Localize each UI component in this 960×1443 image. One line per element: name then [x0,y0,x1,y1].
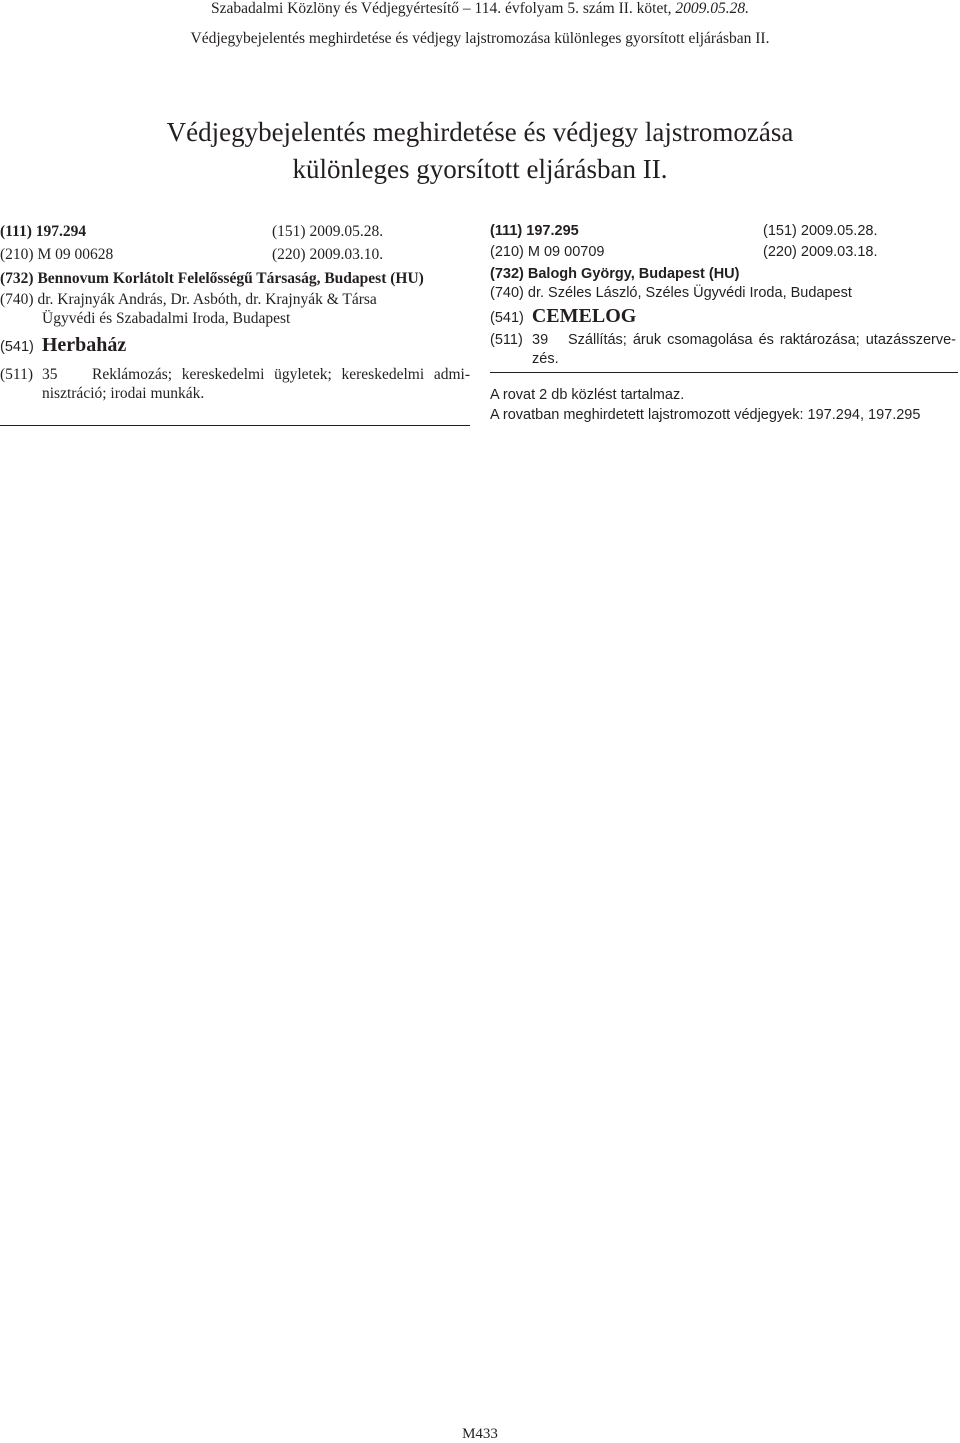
journal-issue: 114. évfolyam 5. szám II. kötet, [474,0,672,17]
goods-text-line-1: Reklámozás; kereskedelmi ügyletek; kereskedelmi admi- [92,366,470,383]
entry-divider-right [490,372,958,373]
section-summary [490,385,958,425]
trademark-entry-197295 [490,222,958,369]
section-title [0,114,960,188]
nice-class: 39 [532,332,549,348]
section-title-line-1: Védjegybejelentés meghirdetése és védjegy lajstromozása [166,117,794,147]
trademark-mark [0,334,470,357]
holder: (732) Balogh György, Budapest (HU) [490,266,740,282]
running-header-line-1 [0,0,960,18]
running-header-line-2: Védjegybejelentés meghirdetése és védjegy lajstromozása különleges gyorsított eljárásban II. [190,30,770,47]
journal-date: 2009.05.28. [675,0,750,17]
representative-line-1: (740) dr. Széles László, Széles Ügyvédi Iroda, Budapest [490,285,852,301]
application-number: (210) M 09 00628 [0,246,114,263]
entry-row-210-220 [490,243,958,264]
trademark-mark [490,305,958,328]
registration-number: (111) 197.294 [0,223,87,240]
goods-services [0,365,470,403]
goods-services [490,331,956,369]
filing-date: (220) 2009.03.18. [763,244,878,260]
mark-code: (541) [490,310,524,326]
mark-name: CEMELOG [531,305,637,327]
goods-text-line-2: nisztráció; irodai munkák. [42,385,205,402]
application-number: (210) M 09 00709 [490,244,605,260]
entry-divider-left [0,425,470,426]
representative-line-2: Ügyvédi és Szabadalmi Iroda, Budapest [42,310,291,327]
nice-class: 35 [42,366,58,383]
entry-row-210-220 [0,245,470,266]
goods-text-line-1: Szállítás; áruk csomagolása és raktározása; utazásszerve- [568,332,956,348]
summary-list: A rovatban meghirdetett lajstromozott védjegyek: 197.294, 197.295 [490,407,921,423]
holder: (732) Bennovum Korlátolt Felelősségű Társaság, Budapest (HU) [0,270,424,287]
summary-count: A rovat 2 db közlést tartalmaz. [490,387,685,403]
journal-name: Szabadalmi Közlöny és Védjegyértesítő [210,0,460,17]
header-dash: – [462,0,471,17]
section-title-line-2: különleges gyorsított eljárásban II. [292,154,668,184]
goods-text-line-2: zés. [532,351,559,367]
mark-code: (541) [0,339,34,355]
filing-date: (220) 2009.03.10. [272,246,384,263]
goods-code: (511) [0,366,33,383]
mark-name: Herbaház [41,334,127,356]
representative-line-1: (740) dr. Krajnyák András, Dr. Asbóth, dr. Krajnyák & Társa [0,291,377,308]
registration-date: (151) 2009.05.28. [272,223,384,240]
trademark-entry-197294 [0,222,470,403]
entry-row-111-151 [490,222,958,243]
goods-code: (511) [490,332,523,348]
entry-row-111-151 [0,222,470,243]
registration-date: (151) 2009.05.28. [763,223,878,239]
page-number: M433 [462,1426,498,1442]
registration-number: (111) 197.295 [490,223,579,239]
